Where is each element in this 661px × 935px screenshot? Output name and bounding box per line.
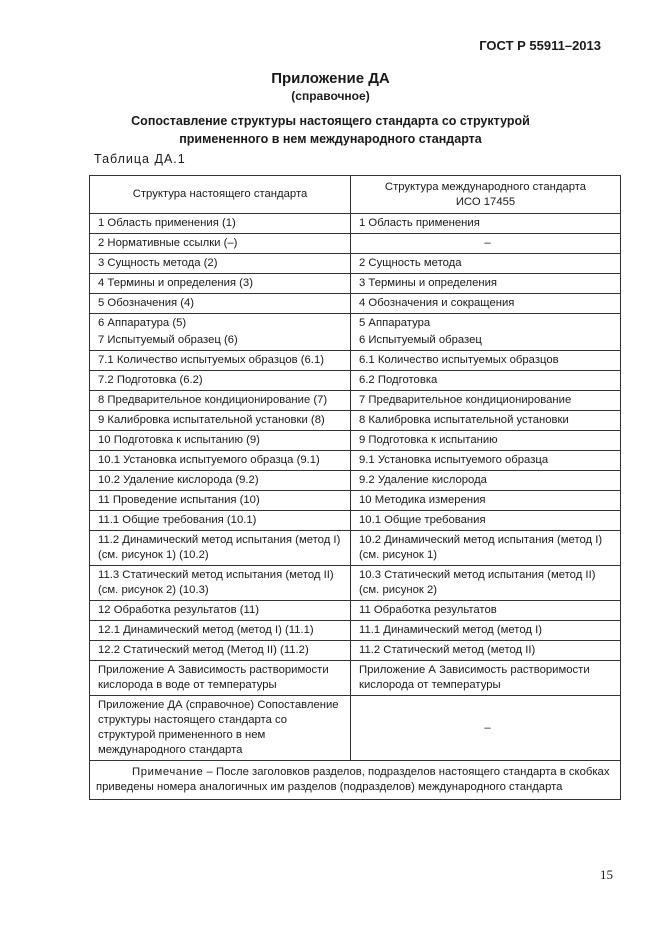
table-row <box>90 601 621 621</box>
intl-cell: 6.1 Количество испытуемых образцов <box>351 351 621 371</box>
intl-cell: 9.2 Удаление кислорода <box>351 471 621 491</box>
own-cell: 5 Обозначения (4) <box>90 294 351 314</box>
table-row <box>90 371 621 391</box>
table-row <box>90 696 621 761</box>
intl-cell: 11.2 Статический метод (метод II) <box>351 641 621 661</box>
comparison-title <box>0 112 661 148</box>
own-cell: 1 Область применения (1) <box>90 214 351 234</box>
header-own-structure: Структура настоящего стандарта <box>90 176 351 214</box>
table-row <box>90 566 621 601</box>
table-label: Таблица ДА.1 <box>94 152 186 166</box>
own-cell: 7 Испытуемый образец (6) <box>90 332 351 351</box>
intl-cell: 4 Обозначения и сокращения <box>351 294 621 314</box>
intl-cell: Приложение А Зависимость растворимости кислорода от температуры <box>351 661 621 696</box>
table-row <box>90 451 621 471</box>
intl-cell: 9 Подготовка к испытанию <box>351 431 621 451</box>
table-row <box>90 431 621 451</box>
page-number: 15 <box>600 867 613 882</box>
comparison-table <box>89 175 621 800</box>
intl-cell: – <box>351 234 621 254</box>
own-cell: 7.1 Количество испытуемых образцов (6.1) <box>90 351 351 371</box>
intl-cell: 6 Испытуемый образец <box>351 332 621 351</box>
own-cell: 10.2 Удаление кислорода (9.2) <box>90 471 351 491</box>
table-row <box>90 471 621 491</box>
table-row <box>90 254 621 274</box>
own-cell: 7.2 Подготовка (6.2) <box>90 371 351 391</box>
table-row <box>90 332 621 351</box>
intl-cell: 6.2 Подготовка <box>351 371 621 391</box>
note-text: – После заголовков разделов, подразделов настоящего стандарта в скобках приведены номера аналогичных им разделов (подразделов) международного стандарта <box>96 766 610 793</box>
table-row <box>90 491 621 511</box>
table-row <box>90 314 621 333</box>
intl-cell: 11 Обработка результатов <box>351 601 621 621</box>
own-cell: 8 Предварительное кондиционирование (7) <box>90 391 351 411</box>
intl-cell: 10.3 Статический метод испытания (метод II) (см. рисунок 2) <box>351 566 621 601</box>
own-cell: 12.2 Статический метод (Метод II) (11.2) <box>90 641 351 661</box>
table-row <box>90 391 621 411</box>
intl-cell: 11.1 Динамический метод (метод I) <box>351 621 621 641</box>
intl-cell: 7 Предварительное кондиционирование <box>351 391 621 411</box>
standard-code: ГОСТ Р 55911–2013 <box>479 38 601 53</box>
own-cell: 9 Калибровка испытательной установки (8) <box>90 411 351 431</box>
comparison-title-line1: Сопоставление структуры настоящего стандарта со структурой <box>131 114 530 128</box>
table-row <box>90 351 621 371</box>
table-row <box>90 621 621 641</box>
table-row <box>90 661 621 696</box>
own-cell: 10 Подготовка к испытанию (9) <box>90 431 351 451</box>
appendix-title: Приложение ДА <box>271 70 390 87</box>
intl-cell: – <box>351 696 621 761</box>
table-row <box>90 294 621 314</box>
own-cell: Приложение А Зависимость растворимости кислорода в воде от температуры <box>90 661 351 696</box>
own-cell: 12.1 Динамический метод (метод I) (11.1) <box>90 621 351 641</box>
intl-cell: 3 Термины и определения <box>351 274 621 294</box>
intl-cell: 8 Калибровка испытательной установки <box>351 411 621 431</box>
own-cell: 4 Термины и определения (3) <box>90 274 351 294</box>
own-cell: 11.1 Общие требования (10.1) <box>90 511 351 531</box>
table-note <box>90 761 621 800</box>
own-cell: 2 Нормативные ссылки (–) <box>90 234 351 254</box>
table-note-row <box>90 761 621 800</box>
intl-cell: 1 Область применения <box>351 214 621 234</box>
intl-cell: 10 Методика измерения <box>351 491 621 511</box>
table-row <box>90 234 621 254</box>
own-cell: Приложение ДА (справочное) Сопоставление структуры настоящего стандарта со структурой примененного в нем международного стандарта <box>90 696 351 761</box>
header-intl-structure <box>351 176 621 214</box>
table-header-row <box>90 176 621 214</box>
intl-cell: 10.2 Динамический метод испытания (метод I) (см. рисунок 1) <box>351 531 621 566</box>
table-row <box>90 511 621 531</box>
comparison-title-line2: примененного в нем международного стандарта <box>179 132 482 146</box>
own-cell: 10.1 Установка испытуемого образца (9.1) <box>90 451 351 471</box>
header-intl-line1: Структура международного стандарта <box>384 180 587 193</box>
header-intl-line2: ИСО 17455 <box>455 195 516 208</box>
table-row <box>90 531 621 566</box>
table-row <box>90 641 621 661</box>
intl-cell: 2 Сущность метода <box>351 254 621 274</box>
intl-cell: 9.1 Установка испытуемого образца <box>351 451 621 471</box>
own-cell: 6 Аппаратура (5) <box>90 314 351 333</box>
own-cell: 11 Проведение испытания (10) <box>90 491 351 511</box>
own-cell: 12 Обработка результатов (11) <box>90 601 351 621</box>
own-cell: 3 Сущность метода (2) <box>90 254 351 274</box>
note-label: Примечание <box>132 766 204 778</box>
own-cell: 11.3 Статический метод испытания (метод II) (см. рисунок 2) (10.3) <box>90 566 351 601</box>
table-row <box>90 274 621 294</box>
own-cell: 11.2 Динамический метод испытания (метод I) (см. рисунок 1) (10.2) <box>90 531 351 566</box>
intl-cell: 10.1 Общие требования <box>351 511 621 531</box>
intl-cell: 5 Аппаратура <box>351 314 621 333</box>
table-row <box>90 411 621 431</box>
appendix-subtitle: (справочное) <box>291 89 370 103</box>
table-row <box>90 214 621 234</box>
